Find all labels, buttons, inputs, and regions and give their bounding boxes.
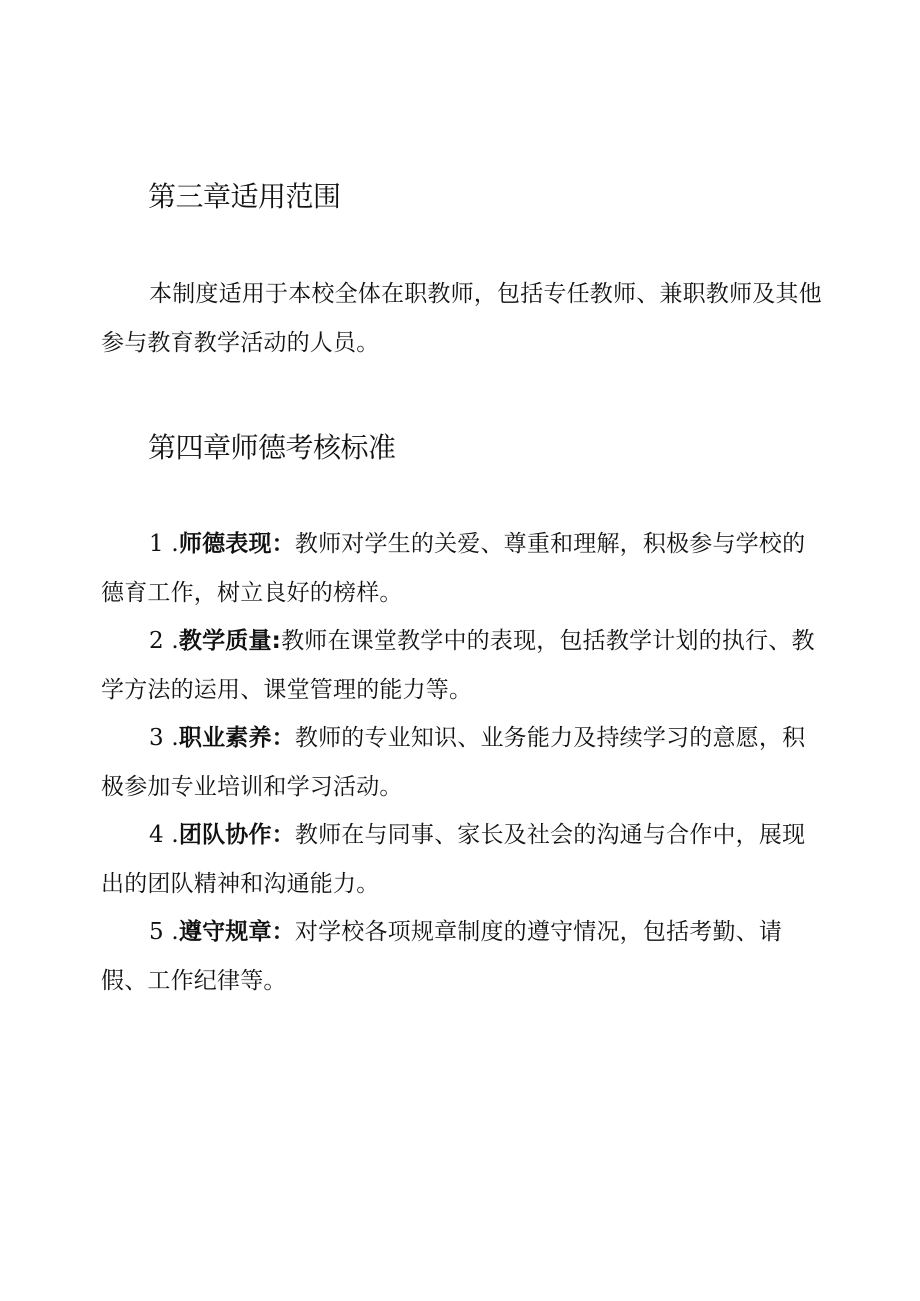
item-text-line1: 对学校各项规章制度的遵守情况，包括考勤、请 [294, 919, 783, 945]
item-text-line2: 假、工作纪律等。 [101, 968, 287, 994]
item-number: 3 [149, 725, 164, 751]
item-term: 遵守规章： [178, 919, 295, 945]
chapter3-heading: 第三章适用范围 [148, 180, 341, 213]
criteria-item-4 [101, 811, 821, 909]
item-separator: . [163, 725, 179, 751]
item-text-line2: 德育工作，树立良好的榜样。 [101, 580, 403, 606]
item-term: 职业素养： [178, 725, 295, 751]
item-separator: . [163, 531, 179, 557]
item-separator: . [163, 628, 179, 654]
criteria-item-5 [101, 908, 821, 1006]
item-number: 5 [149, 919, 164, 945]
item-number: 2 [149, 628, 164, 654]
chapter4-heading: 第四章师德考核标准 [148, 431, 396, 464]
item-separator: . [163, 919, 179, 945]
item-text-line1: 教师的专业知识、业务能力及持续学习的意愿，积 [294, 725, 806, 751]
chapter3-body [101, 270, 821, 368]
item-separator: . [163, 822, 179, 848]
item-term: 团队协作： [178, 822, 295, 848]
item-text-line2: 极参加专业培训和学习活动。 [101, 774, 403, 800]
item-text-line1: 教师对学生的关爱、尊重和理解，积极参与学校的 [294, 531, 806, 557]
criteria-item-1 [101, 520, 821, 618]
item-text-line1: 教师在与同事、家长及社会的沟通与合作中，展现 [294, 822, 806, 848]
item-term: 教学质量: [178, 628, 282, 654]
chapter3-body-line1: 本制度适用于本校全体在职教师，包括专任教师、兼职教师及其他 [149, 281, 822, 307]
item-text-line1: 教师在课堂教学中的表现，包括教学计划的执行、教 [281, 628, 815, 654]
item-term: 师德表现： [178, 531, 295, 557]
criteria-item-3 [101, 714, 821, 812]
item-number: 4 [149, 822, 164, 848]
item-text-line2: 出的团队精神和沟通能力。 [101, 871, 380, 897]
criteria-item-2 [101, 617, 821, 715]
item-number: 1 [149, 531, 164, 557]
chapter3-body-line2: 参与教育教学活动的人员。 [101, 330, 380, 356]
item-text-line2: 学方法的运用、课堂管理的能力等。 [101, 677, 473, 703]
